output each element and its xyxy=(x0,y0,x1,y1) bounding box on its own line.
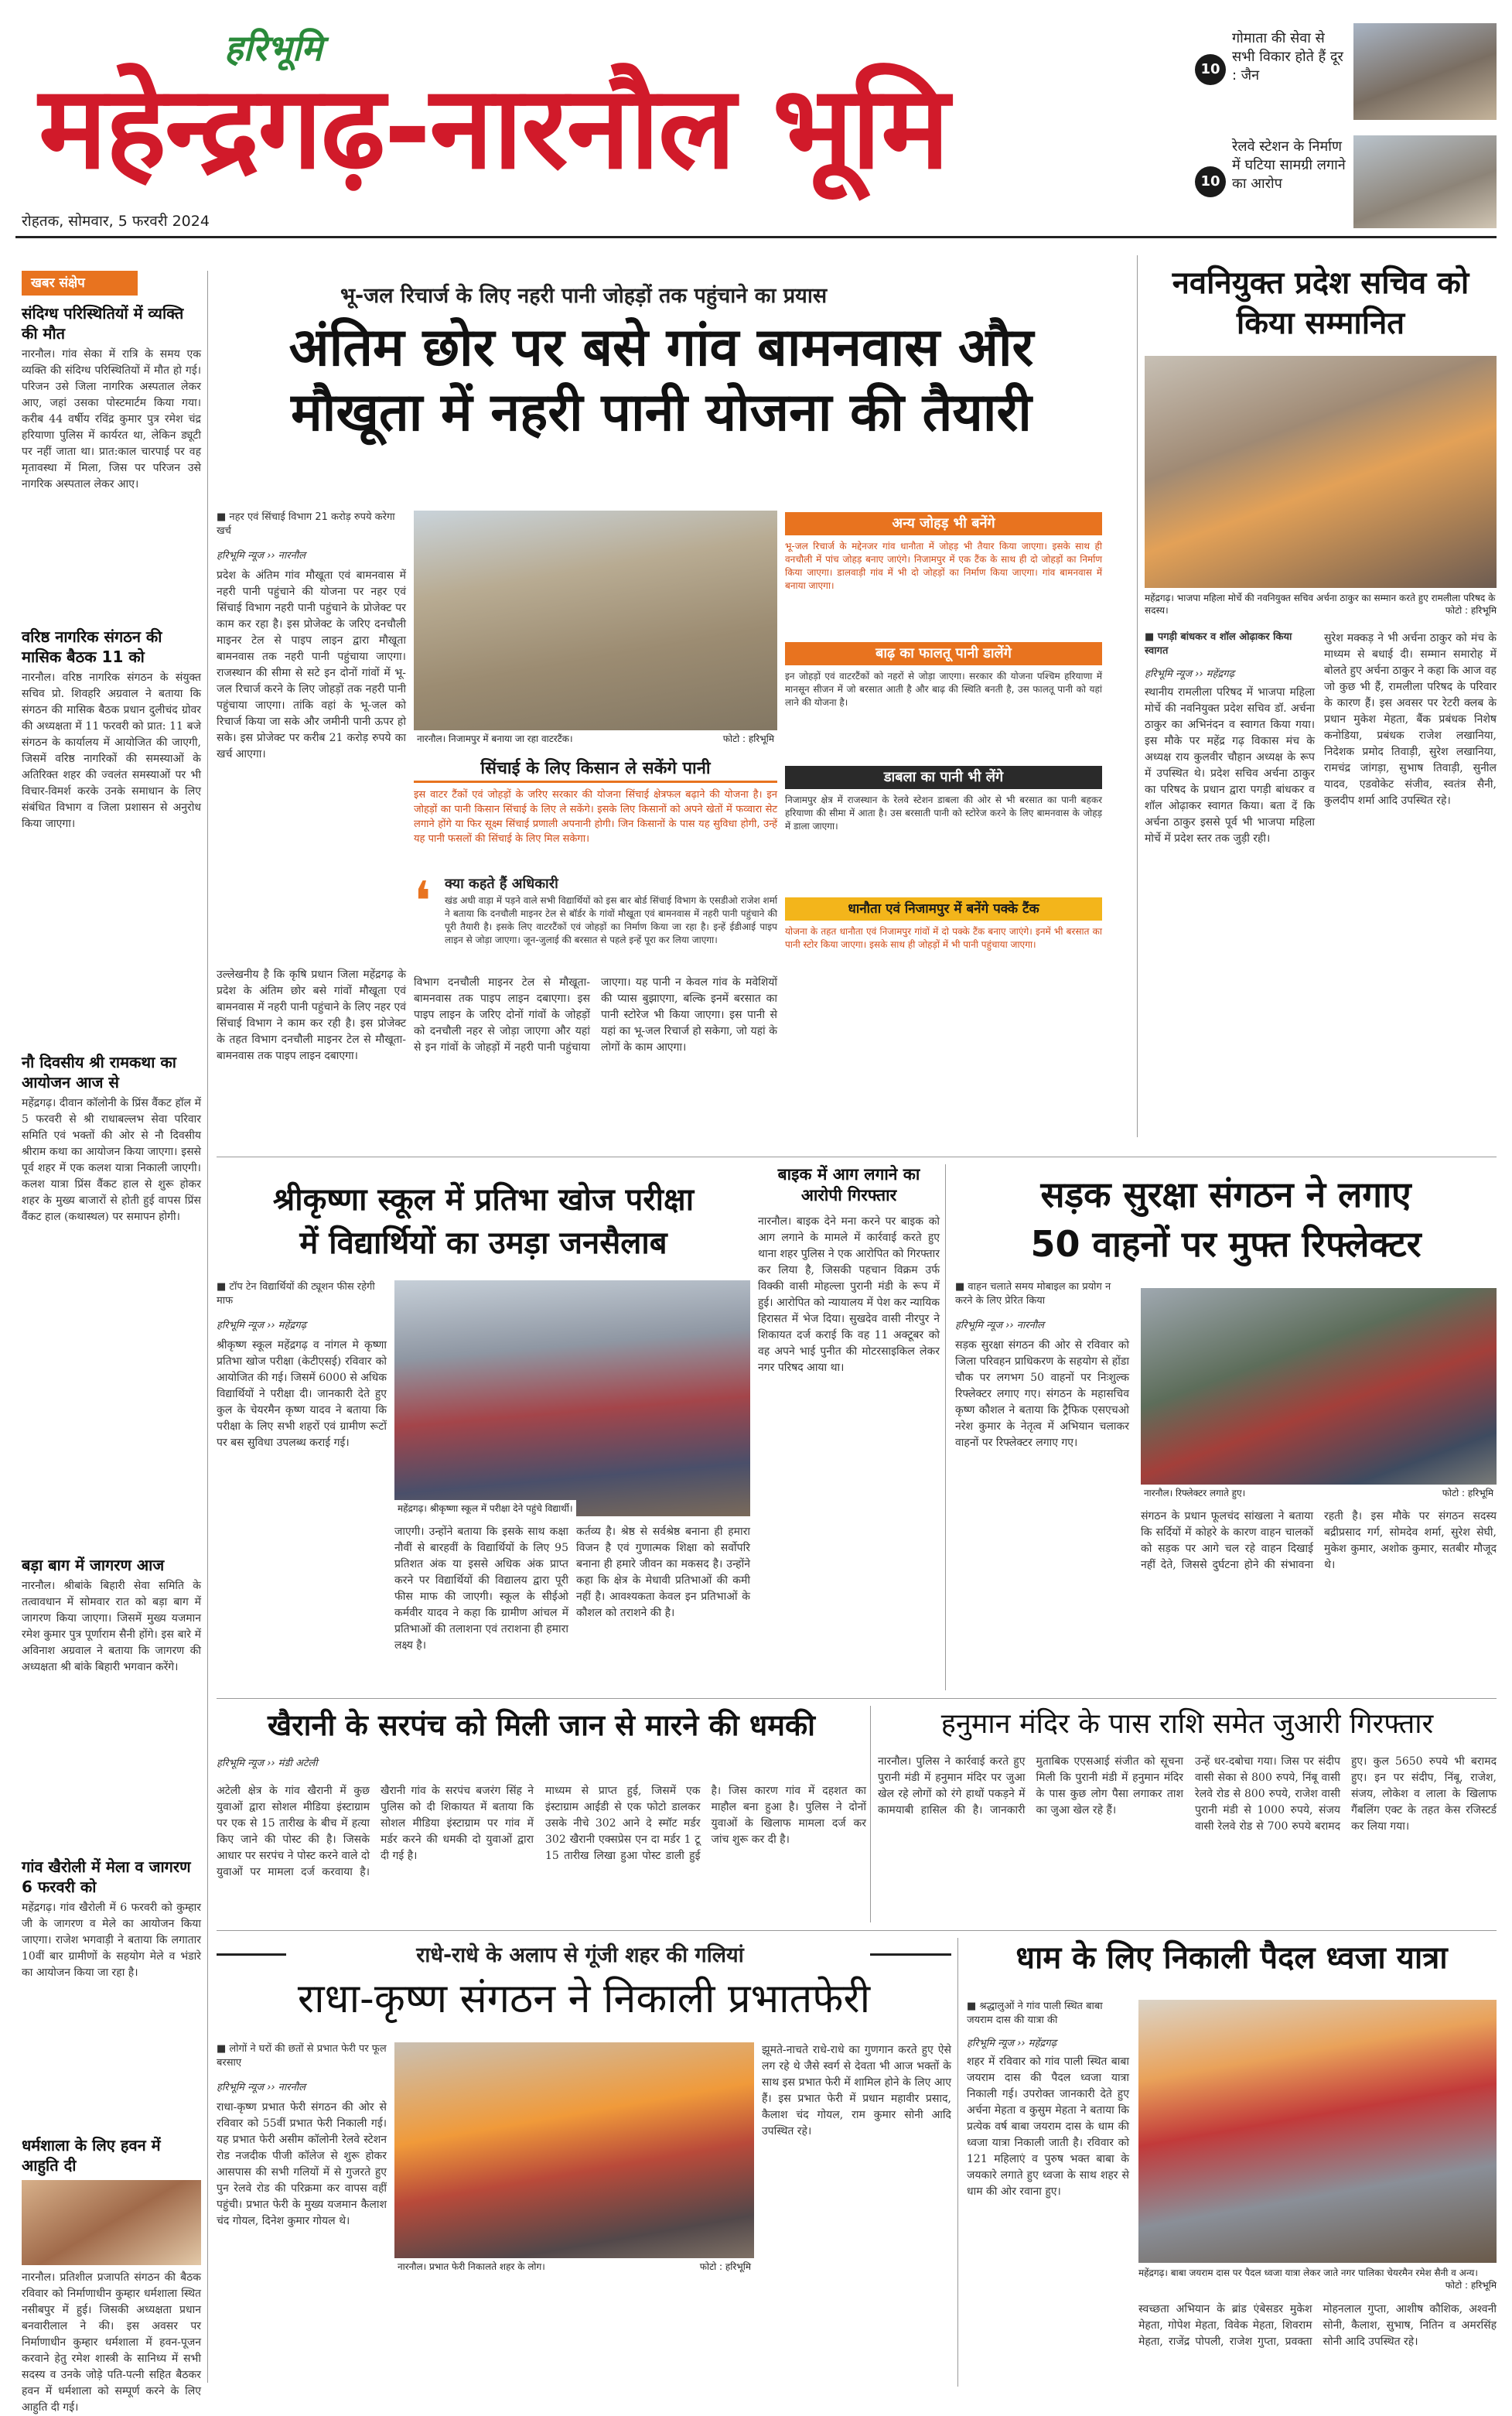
official-box xyxy=(414,870,777,967)
masthead-rule xyxy=(15,236,1497,238)
brief-photo xyxy=(22,2180,201,2265)
secretary-byline: हरिभूमि न्यूज ›› महेंद्रगढ़ xyxy=(1145,668,1234,680)
photo-credit: फोटो : हरिभूमि xyxy=(722,733,774,744)
brief-title: संदिग्ध परिस्थितियों में व्यक्ति की मौत xyxy=(22,304,184,343)
overline-rule xyxy=(870,1953,951,1956)
bullet-icon: ■ xyxy=(217,2043,230,2055)
khairani-headline: खैरानी के सरपंच को मिली जान से मारने की धमकी xyxy=(268,1708,815,1742)
secretary-caption: महेंद्रगढ़। भाजपा महिला मोर्चे की नवनियुक्त सचिव अर्चना ठाकुर का सम्मान करते हुए रामलीला परिषद के सदस्य। फोटो : हरिभूमि xyxy=(1145,593,1497,616)
brief-text: नारनौल। वरिष्ठ नागरिक संगठन के संयुक्त सचिव प्रो. शिवहरि अग्रवाल ने बताया कि संगठन की मासिक बैठक प्रधान दुलीचंद ग्रोवर की अध्यक्षता में 11 फरवरी को प्रात: 11 बजे संगठन के कार्यालय में आयोजित की जाएगी, जिसमें वरिष्ठ नागरिकों की समस्याओं के अतिरिक्त शहर की ज्वलंत समस्याओं पर भी विचार-विमर्श करके उनके समाधान के लिए संबंधित विभाग व जिला प्रशासन से अनुरोध किया जाएगा। xyxy=(22,671,201,830)
school-body: श्रीकृष्ण स्कूल महेंद्रगढ़ व नांगल मे कृष्णा प्रतिभा खोज परीक्षा (केटीएसई) रविवार को आयोजित की गई। जिसमें 6000 से अधिक विद्यार्थियों ने परीक्षा दी। जानकारी देते हुए कुल के चेयरमैन कृष्ण यादव ने बताया कि परीक्षा के लिए सभी शहरों एवं ग्रामीण रूटों पर बस सुविधा उपलब्ध कराई गई। xyxy=(217,1339,387,1449)
lead-bullet: ■ नहर एवं सिंचाई विभाग 21 करोड़ रुपये करेगा खर्च xyxy=(217,511,395,537)
road-byline: हरिभूमि न्यूज ›› नारनौल xyxy=(955,1320,1044,1331)
dham-body: शहर में रविवार को गांव पाली स्थित बाबा जयराम दास की पैदल ध्वजा यात्रा निकाली गई। उपरोक्त जानकारी देते हुए अर्चना मेहता व कुसुम मेहता ने बताया कि प्रत्येक वर्ष बाबा जयराम दास के धाम की ध्वजा यात्रा निकाली जाती है। रविवार को 121 महिलाएं व पुरुष भक्त बाबा के जयकारे लगाते हुए ध्वजा के साथ शहर से धाम की ओर रवाना हुए। xyxy=(967,2055,1129,2198)
dham-story xyxy=(967,1938,1497,2387)
road-story xyxy=(955,1164,1497,1690)
school-headline-line-2: में विद्यार्थियों का उमड़ा जनसैलाब xyxy=(299,1225,667,1261)
bullet-icon: ■ xyxy=(217,511,230,523)
dham-headline: धाम के लिए निकाली पैदल ध्वजा यात्रा xyxy=(1015,1940,1448,1976)
brief-item xyxy=(22,2135,201,2414)
dateline: रोहतक, सोमवार, 5 फरवरी 2024 xyxy=(22,213,210,230)
photo-credit: फोटो : हरिभूमि xyxy=(1442,1488,1493,1498)
lead-photo-caption: नारनौल। निजामपुर में बनाया जा रहा वाटरटैंक। फोटो : हरिभूमि xyxy=(414,730,777,747)
radha-col-1 xyxy=(217,2042,387,2387)
brief-title: बड़ा बाग में जागरण आज xyxy=(22,1556,165,1574)
irrigation-title: सिंचाई के लिए किसान ले सकेंगे पानी xyxy=(414,754,777,783)
irrigation-text: इस वाटर टैंकों एवं जोहड़ों के जरिए सरकार की योजना सिंचाई क्षेत्रफल बढ़ाने की योजना है। इन जोहड़ों का पानी किसान सिंचाई के लिए ले सकेंगे। इसके लिए किसानों को अपने खेतों में फव्वारा सेट लगाने होंगे या फिर सूक्ष्म सिंचाई प्रणाली अपनानी होगी। जिन किसानों के पास यह सुविधा होगी, उन्हें यह पानी फसलों की सिंचाई के लिए मिल सकेगा। xyxy=(414,789,777,845)
brief-text: नारनौल। गांव सेका में रात्रि के समय एक व्यक्ति की संदिग्ध परिस्थितियों में मौत हो गई। परिजन उसे जिला नागरिक अस्पताल लेकर आए, जहां उसका पोस्टमार्टम किया गया। करीब 44 वर्षीय रविंद्र कुमार पुत्र रमेश चंद्र हरियाणा पुलिस में कार्यरत था, लेकिन ड्यूटी पर नहीं जाता था। प्रात:काल चारपाई पर वह मृतावस्था में मिला, जिस पर परिजन उसे नागरिक अस्पताल लेकर आए। xyxy=(22,348,201,490)
lead-headline-line-2: मौखूता में नहरी पानी योजना की तैयारी xyxy=(291,382,1032,443)
column-divider xyxy=(870,1706,871,1922)
dham-byline: हरिभूमि न्यूज ›› महेंद्रगढ़ xyxy=(967,2038,1056,2049)
box-text: योजना के तहत धानौता एवं निजामपुर गांवों में दो पक्के टैंक बनाए जाएंगे। इनमें भी बरसात का पानी स्टोर किया जाएगा। इसके साथ ही जोहड़ों में भी पानी पहुंचाया जाएगा। xyxy=(785,926,1102,950)
teaser-text: रेलवे स्टेशन के निर्माण में घटिया सामग्री लगाने का आरोप xyxy=(1232,138,1346,192)
official-text: खंड अधी वाड़ा में पड़ने वाले सभी विद्यार्थियों को इस बार बोर्ड सिंचाई विभाग के एसडीओ राजेश शर्मा ने बताया कि दनचौली माइनर टेल से बॉर्डर के गांवों मौखूता एवं बामनवास में नहरी पानी पहुंचाने की पूरी तैयारी है। इसके लिए वाटरटैंकों एवं जोहड़ों का निर्माण किया जा रहा है। इन्हें ईडीआई पाइप लाइन से जोड़ा जाएगा। जून-जुलाई की बरसात से पहले इन्हें पूरा कर लिया जाएगा। xyxy=(445,895,777,945)
lead-body-2: उल्लेखनीय है कि कृषि प्रधान जिला महेंद्रगढ़ के प्रदेश के अंतिम छोर बसे गांवों मौखूता एवं बामनवास में नहरी पानी पहुंचाने के लिए नहर एवं सिंचाई विभाग ने काम कर रही है। इस प्रोजेक्ट के तहत विभाग दनचौली माइनर टेल से मौखूता-बामनवास तक पाइप लाइन दबाएगा। xyxy=(217,969,406,1062)
lead-col-3: विभाग दनचौली माइनर टेल से मौखूता-बामनवास तक पाइप लाइन दबाएगा। इस पाइप लाइन के जरिए दोनों गांवों के जोहड़ों को दनचौली नहर से जोड़ा जाएगा और यहां से इन गांवों के जोहड़ों में नहरी पानी पहुंचाया जाएगा। यह पानी न केवल गांव के मवेशियों की प्यास बुझाएगा, बल्कि इनमें बरसात का पानी स्टोरेज भी किया जाएगा। इस पानी से यहां का भू-जल रिचार्ज हो सकेगा, जो यहां के लोगों के काम आएगा। xyxy=(414,976,777,1054)
column-divider xyxy=(207,271,208,2383)
secretary-body-2: सुरेश मक्कड़ ने भी अर्चना ठाकुर को मंच के माध्यम से बधाई दी। सम्मान समारोह में बोलते हुए अर्चना ठाकुर ने कहा कि आज वह जो कुछ भी हैं, रामलीला परिषद के परिवार के कारण हैं। इस अवसर पर रेटरी क्लब के प्रधान मुकेश मेहता, बैंक प्रबंधक निशेष कनोडिया, प्रबंधक राजेश लखानिया, निदेशक प्रमोद तिवाड़ी, सुरेश लखानिया, रामचंद्र जांगड़ा, सुभाष तिवाड़ी, सुनील यादव, एडवोकेट संजीव, स्वतंत्र सैनी, कुलदीप शर्मा आदि उपस्थित रहे। xyxy=(1324,632,1497,807)
quote-mark-icon: ❛ xyxy=(414,870,432,933)
box-title: डाबला का पानी भी लेंगे xyxy=(785,766,1102,789)
box-dabla xyxy=(785,766,1102,890)
overline-rule xyxy=(217,1953,286,1956)
radha-body-2: झूमते-नाचते राधे-राधे का गुणगान करते हुए ऐसे लग रहे थे जैसे स्वर्ग से देवता भी आज भक्तों के साथ इस प्रभात फेरी में शामिल होने के लिए आए हैं। इस प्रभात फेरी में प्रधान महावीर प्रसाद, कैलाश चंद गोयल, राम कुमार सोनी आदि उपस्थित रहे। xyxy=(762,2044,951,2137)
section-rule xyxy=(217,1930,1497,1931)
gambler-story xyxy=(878,1706,1497,1922)
bullet-icon: ■ xyxy=(955,1281,968,1293)
lead-byline: हरिभूमि न्यूज ›› नारनौल xyxy=(217,550,305,562)
radha-caption: नारनौल। प्रभात फेरी निकालते शहर के लोग। फोटो : हरिभूमि xyxy=(394,2258,754,2274)
dham-bullet: ■ श्रद्धालुओं ने गांव पाली स्थित बाबा जयराम दास की यात्रा की xyxy=(967,2001,1103,2026)
brief-text: महेंद्रगढ़। दीवान कॉलोनी के प्रिंस वैंकट हॉल में 5 फरवरी से श्री राधाबल्लभ सेवा परिवार समिति एवं भक्तों की ओर से नौ दिवसीय श्रीराम कथा का आयोजन किया जाएगा। इससे पूर्व शहर में एक कलश यात्रा निकाली जाएगी। कलश यात्रा प्रिंस वैंकट हाल से शुरू होकर शहर के मुख्य बाजारों से होती हुई वापस प्रिंस वैंकट हाल (कथास्थल) पर समापन होगी। xyxy=(22,1097,201,1223)
lead-headline-line-1: अंतिम छोर पर बसे गांव बामनवास और xyxy=(288,317,1034,378)
brief-title: नौ दिवसीय श्री रामकथा का आयोजन आज से xyxy=(22,1053,176,1092)
radha-overline-text: राधे-राधे के अलाप से गूंजी शहर की गलियां xyxy=(416,1943,744,1967)
brief-text: नारनौल। प्रतिशील प्रजापति संगठन की बैठक रविवार को निर्माणाधीन कुम्हार धर्मशाला स्थित नसीबपुर में हुई। जिसकी अध्यक्षता प्रधान बनवारीलाल ने की। इस अवसर पर निर्माणाधीन कुम्हार धर्मशाला में हवन-पूजन करवाने हेतु रमेश शास्त्री के सानिध्य में सभी सदस्य व उनके जोड़े पति-पत्नी सहित बैठकर हवन में धर्मशाला को सम्पूर्ण करने के लिए आहुति दी गई। xyxy=(22,2271,201,2414)
school-body-3: कर्तव्य है। श्रेष्ठ से सर्वश्रेष्ठ बनाना ही हमारा विजन है एवं गुणात्मक शिक्षा को सर्वोपरि बनाना ही हमारे जीवन का मकसद है। उन्होंने कहा कि क्षेत्र के मेधावी प्रतिभाओं की कमी नहीं है। आवश्यकता केवल इन प्रतिभाओं के कौशल को तराशने की है। xyxy=(576,1526,750,1619)
teaser-text: गोमाता की सेवा से सभी विकार होते हैं दूर : जैन xyxy=(1232,30,1343,84)
teaser-2[interactable] xyxy=(1179,132,1497,232)
khairani-body-2: माध्यम से प्राप्त हुई, जिसमें एक इंस्टाग्राम आईडी से एक फोटो डालकर उसके नीचे 302 आने दे स्मॉट मर्डर 302 खैरानी एक्सप्रेस एन दा मर्डर 1 टू 15 तारीख लिखा हुआ पोस्ट डाली हुई है। जिस कारण गांव में दहशत का माहौल बना हुआ है। पुलिस ने दोनों युवाओं के खिलाफ मामला दर्ज कर जांच शुरू कर दी है। xyxy=(545,1785,866,1862)
school-story xyxy=(217,1164,750,1690)
road-headline-line-1: सड़क सुरक्षा संगठन ने लगाए xyxy=(1040,1174,1411,1215)
brief-item xyxy=(22,1555,201,1849)
secretary-body: स्थानीय रामलीला परिषद में भाजपा महिला मोर्चे की नवनियुक्त प्रदेश सचिव डॉ. अर्चना ठाकुर का अभिनंदन व स्वागत किया गया। इस मौके पर महेंद्र गढ़ विकास मंच के अध्यक्ष राय कुलवीर चौहान अध्यक्ष के रूप में उपस्थित थे। प्रदेश सचिव अर्चना ठाकुर का परिषद के प्रधान द्वारा पगड़ी बांधकर व शॉल ओढ़ाकर स्वागत किया। बता दें कि अर्चना ठाकुर इससे पूर्व भी भाजपा महिला मोर्चे में प्रदेश स्तर तक जुड़ी रही। xyxy=(1145,686,1315,845)
school-photo xyxy=(394,1280,750,1516)
road-caption: नारनौल। रिफ्लेक्टर लगाते हुए। फोटो : हरिभूमि xyxy=(1141,1485,1497,1501)
brief-title: वरिष्ठ नागरिक संगठन की मासिक बैठक 11 को xyxy=(22,627,162,666)
secretary-bullet: ■ पगड़ी बांधकर व शॉल ओढ़ाकर किया स्वागत xyxy=(1145,631,1292,657)
official-title: क्या कहते हैं अधिकारी xyxy=(445,876,558,892)
khairani-byline: हरिभूमि न्यूज ›› मंडी अटेली xyxy=(217,1758,318,1769)
bike-story xyxy=(758,1164,940,1690)
brief-label: खबर संक्षेप xyxy=(22,271,138,296)
road-bullet: ■ वाहन चलाते समय मोबाइल का प्रयोग न करने के लिए प्रेरित किया xyxy=(955,1281,1111,1307)
road-body-2: संगठन के प्रधान फूलचंद सांखला ने बताया कि सर्दियों में कोहरे के कारण वाहन चालकों को सड़क पर आगे चल रहे वाहन दिखाई नहीं देते, जिससे दुर्घटना होने की संभावना रहती है। इस मौके पर संगठन सदस्य बद्रीप्रसाद गर्ग, सोमदेव शर्मा, सुरेश सेघी, मुकेश कुमार, अशोक कुमार, सतबीर मौजूद थे। xyxy=(1141,1510,1497,1571)
secretary-story xyxy=(1145,263,1497,1145)
khairani-story xyxy=(217,1706,866,1922)
bike-headline: बाइक में आग लगाने का आरोपी गिरफ्तार xyxy=(777,1165,920,1205)
bike-body: नारनौल। बाइक देने मना करने पर बाइक को आग लगाने के मामले में कार्रवाई करते हुए थाना शहर पुलिस ने एक आरोपित को गिरफ्तार कर लिया है, जिसकी पहचान विक्रम उर्फ विक्की वासी मोहल्ला पुरानी मंडी के रूप में हुई। आरोपित को न्यायालय में पेश कर न्यायिक हिरासत में भेज दिया। सुखदेव वासी नीरपुर ने शिकायत दर्ज कराई कि वह 11 अक्टूबर को वह अपने भाई पुनीत की मोटरसाइकिल लेकर नगर परिषद आया था। xyxy=(758,1215,940,1374)
brief-title: धर्मशाला के लिए हवन में आहुति दी xyxy=(22,2136,161,2175)
box-title: अन्य जोहड़ भी बनेंगे xyxy=(785,512,1102,535)
lead-overline: भू-जल रिचार्ज के लिए नहरी पानी जोहड़ों तक पहुंचाने का प्रयास xyxy=(340,284,828,308)
radha-body: राधा-कृष्ण प्रभात फेरी संगठन की ओर से रविवार को 55वीं प्रभात फेरी निकाली गई। यह प्रभात फेरी असीम कॉलोनी रेलवे स्टेशन रोड नजदीक पीजी कॉलेज से शुरू होकर आसपास की सभी गलियों में से गुजरते हुए पुन रेलवे रोड की परिक्रमा कर वापस वहीं पहुंची। प्रभात फेरी के मुख्य यजमान कैलाश चंद गोयल, दिनेश कुमार गोयल थे। xyxy=(217,2101,387,2227)
radha-headline: राधा-कृष्ण संगठन ने निकाली प्रभातफेरी xyxy=(297,1976,871,2022)
brief-item xyxy=(22,627,201,1044)
section-rule xyxy=(217,1698,1497,1699)
box-title: धानौता एवं निजामपुर में बनेंगे पक्के टैंक xyxy=(785,897,1102,921)
bullet-icon: ■ xyxy=(967,2001,980,2012)
brief-item xyxy=(22,1857,201,2127)
road-body: सड़क सुरक्षा संगठन की ओर से रविवार को जिला परिवहन प्राधिकरण के सहयोग से होंडा चौक पर लगभग 50 वाहनों पर निःशुल्क रिफ्लेक्टर लगाए गए। संगठन के महासचिव कृष्ण कौशल ने बताया कि ट्रैफिक एसएचओ नरेश कुमार के नेतृत्व में अभियान चलाकर वाहनों पर रिफ्लेक्टर लगाए गए। xyxy=(955,1339,1129,1449)
brief-title: गांव खैरोली में मेला व जागरण 6 फरवरी को xyxy=(22,1857,191,1896)
photo-credit: फोटो : हरिभूमि xyxy=(699,2261,751,2272)
gambler-body-2: उन्हें धर-दबोचा गया। जिस पर संदीप वासी सेका से 800 रुपये, निंबू वासी रेलवे रोड से 800 रुपये, राजेश वासी पुरानी मंडी से 1000 रुपये, संजय वासी रेलवे रोड से 700 रुपये बरामद हुए। कुल 5650 रुपये भी बरामद हुए। इन पर संदीप, निंबू, राजेश, संजय, लोकेश व लाला के खिलाफ गैंबलिंग एक्ट के तहत केस रजिस्टर्ड कर लिया गया। xyxy=(1195,1755,1497,1833)
road-col-1 xyxy=(955,1280,1129,1690)
brief-column xyxy=(22,271,201,2414)
teaser-1[interactable] xyxy=(1179,23,1497,128)
masthead-title: महेन्द्रगढ़-नारनौल भूमि xyxy=(39,61,948,194)
gambler-headline: हनुमान मंदिर के पास राशि समेत जुआरी गिरफ्तार xyxy=(940,1708,1434,1740)
secretary-headline: नवनियुक्त प्रदेश सचिव को किया सम्मानित xyxy=(1172,265,1469,341)
photo-credit: फोटो : हरिभूमि xyxy=(1445,2280,1497,2291)
school-col-1 xyxy=(217,1280,387,1690)
lead-body: प्रदेश के अंतिम गांव मौखूता एवं बामनवास में नहरी पानी पहुंचाने की योजना पर नहर एवं सिंचाई विभाग नहरी पानी पहुंचाने के प्रोजेक्ट पर काम कर रहा है। इस प्रोजेक्ट के जरिए दनचौली माइनर टेल से पाइप लाइन द्वारा मौखूता बामनवास तक नहरी पानी पहुंचाया जाएगा। राजस्थान की सीमा से सटे इन दोनों गांवों में भू-जल रिचार्ज करने के लिए जोहड़ों तक नहरी पानी पहुंचाया जाएगा। तांकि वहां के भू-जल को रिचार्ज किया जा सके और जमीनी पानी ऊपर हो सके। इस प्रोजेक्ट पर करीब 21 करोड़ रुपये का खर्च आएगा। xyxy=(217,569,406,760)
bullet-icon: ■ xyxy=(217,1281,230,1293)
secretary-col-1 xyxy=(1145,630,1315,1141)
box-flood xyxy=(785,642,1102,758)
dham-caption: महेंद्रगढ़। बाबा जयराम दास पर पैदल ध्वजा यात्रा लेकर जाते नगर पालिका चेयरमैन रमेश सैनी व अन्य। फोटो : हरिभूमि xyxy=(1138,2267,1497,2291)
lead-story xyxy=(217,271,1106,1153)
lead-photo xyxy=(414,511,777,747)
photo-credit: फोटो : हरिभूमि xyxy=(1445,605,1497,616)
dham-body-2: स्वच्छता अभियान के ब्रांड एंबेसडर मुकेश मेहता, गोपेश मेहता, विवेक मेहता, शिवराम मेहता, राजेंद्र पोपली, राजेश गुप्ता, प्रवक्ता मोहनलाल गुप्ता, आशीष कौशिक, अश्वनी सोनी, कैलाश, सुभाष, नितिन व अमरसिंह सोनी आदि उपस्थित रहे। xyxy=(1138,2303,1497,2348)
teaser-photo xyxy=(1353,23,1497,120)
bullet-icon: ■ xyxy=(1145,631,1158,643)
road-photo xyxy=(1141,1288,1497,1501)
khairani-body: अटेली क्षेत्र के गांव खैरानी में कुछ युवाओं द्वारा सोशल मीडिया इंस्टाग्राम पर एक से 15 तारीख के बीच में हत्या किए जाने की पोस्ट की है। जिसके आधार पर सरपंच ने पोस्ट करने वाले दो युवाओं पर मामला दर्ज करवाया है। खैरानी गांव के सरपंच बजरंग सिंह ने पुलिस को दी शिकायत में बताया कि सोशल मीडिया इंस्टाग्राम पर गांव में मर्डर करने की धमकी दो युवाओं द्वारा दी गई है। xyxy=(217,1785,534,1878)
school-bullet: ■ टॉप टेन विद्यार्थियों की ट्यूशन फीस रहेगी माफ xyxy=(217,1281,375,1307)
brief-item xyxy=(22,303,201,620)
masthead xyxy=(0,0,1176,248)
teaser-photo xyxy=(1353,135,1497,228)
school-byline: हरिभूमि न्यूज ›› महेंद्रगढ़ xyxy=(217,1320,306,1331)
box-tank xyxy=(785,897,1102,998)
irrigation-box xyxy=(414,754,777,866)
brief-item xyxy=(22,1052,201,1547)
dham-col-1 xyxy=(967,2000,1129,2387)
teaser-page-badge: 10 xyxy=(1195,166,1226,197)
dham-photo xyxy=(1138,2000,1497,2263)
secretary-photo xyxy=(1145,356,1497,588)
brief-text: महेंद्रगढ़। गांव खैरोली में 6 फरवरी को कुम्हार जी के जागरण व मेले का आयोजन किया जाएगा। राजेश भगवाड़ी ने बताया कि लगातार 10वीं बार ग्रामीणों के सहयोग मेले व भंडारे का आयोजन किया जा रहा है। xyxy=(22,1902,201,1979)
box-other-johad xyxy=(785,512,1102,636)
gambler-body: नारनौल। पुलिस ने कार्रवाई करते हुए पुरानी मंडी में हनुमान मंदिर पर जुआ खेल रहे लोगों को रंगे हाथों पकड़ने में कामयाबी हासिल की है। जानकारी मुताबिक एएसआई संजीत को सूचना मिली कि पुरानी मंडी में हनुमान मंदिर के पास कुछ लोग पैसा लगाकर ताश का जुआ खेल रहे हैं। xyxy=(878,1755,1183,1816)
column-divider xyxy=(945,1164,946,1690)
box-title: बाढ़ का फालतू पानी डालेंगे xyxy=(785,642,1102,665)
radha-byline: हरिभूमि न्यूज ›› नारनौल xyxy=(217,2082,305,2093)
radha-story xyxy=(217,1938,951,2387)
box-text: भू-जल रिचार्ज के मद्देनजर गांव धानौता में जोहड़ भी तैयार किया जाएगा। इसके साथ ही वनचौली में पांच जोहड़ बनाए जाएंगे। निजामपुर में एक टैंक के साथ ही दो जोहड़ों का निर्माण किया जाएगा। डालवाड़ी गांव में भी दो जोहड़ों का निर्माण किया जाएगा। गांव बामनवास में बनाया जाएगा। xyxy=(785,541,1102,591)
teaser-page-badge: 10 xyxy=(1195,54,1226,85)
school-caption: महेंद्रगढ़। श्रीकृष्णा स्कूल में परीक्षा देने पहुंचे विद्यार्थी। xyxy=(394,1500,576,1516)
school-headline-line-1: श्रीकृष्णा स्कूल में प्रतिभा खोज परीक्षा xyxy=(272,1182,695,1218)
brief-text: नारनौल। श्रीबांके बिहारी सेवा समिति के तत्वावधान में सोमवार रात को बड़ा बाग में जागरण किया जाएगा। जिसमें मुख्य यजमान रमेश कुमार पुत्र पूर्णाराम सैनी होंगे। इस बारे में अविनाश अग्रवाल ने बताया कि जागरण की अध्यक्षता श्री बांके बिहारी भगवान करेंगे। xyxy=(22,1580,201,1673)
school-body-2: जाएगी। उन्होंने बताया कि इसके साथ कक्षा नौवीं से बारहवीं के विद्यार्थियों के लिए 95 प्रतिशत अंक या इससे अधिक अंक प्राप्त करने पर विद्यार्थियों की विद्यालय द्वारा पूरी फीस माफ की जाएगी। स्कूल के सीईओ कर्मवीर यादव ने कहा कि ग्रामीण आंचल में प्रतिभाओं की तलाशना एवं तराशना ही हमारा लक्ष्य है। xyxy=(394,1526,568,1652)
radha-overline xyxy=(217,1938,951,1969)
radha-photo xyxy=(394,2042,754,2274)
column-divider xyxy=(1137,255,1138,1137)
road-headline-line-2: 50 वाहनों पर मुफ्त रिफ्लेक्टर xyxy=(1030,1223,1422,1265)
box-text: इन जोहड़ों एवं वाटरटैंकों को नहरों से जोड़ा जाएगा। सरकार की योजना पश्चिम हरियाणा में मानसून सीजन में जो बरसात आती है और बाढ़ की स्थिति बनती है, उस फालतू पानी को यहां लाने की योजना है। xyxy=(785,671,1102,708)
radha-bullet: ■ लोगों ने घरों की छतों से प्रभात फेरी पर फूल बरसाए xyxy=(217,2043,387,2069)
brand-logo: हरिभूमि xyxy=(224,27,323,69)
column-divider xyxy=(957,1938,958,2387)
box-text: निजामपुर क्षेत्र में राजस्थान के रेलवे स्टेशन डाबला की ओर से भी बरसात का पानी बहकर हरियाणा की सीमा में आता है। उस बरसाती पानी को स्टोरेज करने के लिए बामनवास के जोहड़ में डाला जाएगा। xyxy=(785,795,1102,832)
